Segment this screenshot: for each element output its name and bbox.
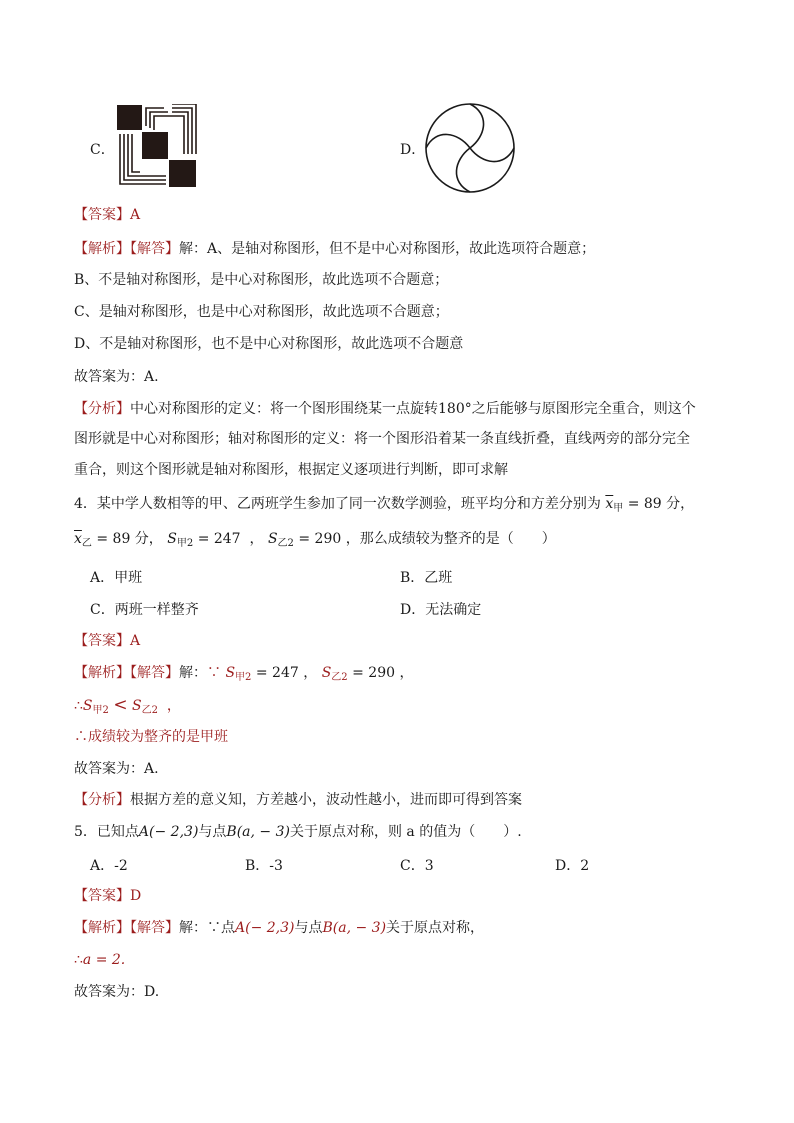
var-jia: $S_{甲2}$ [225, 665, 252, 683]
answer-tag: 【答案】 [74, 888, 130, 904]
q3-fenxi-3: 重合，则这个图形就是轴对称图形，根据定义逐项进行判断，即可求解 [74, 462, 508, 478]
answer-tag: 【答案】 [74, 207, 130, 223]
result-math: a = 2. [82, 952, 126, 968]
option-c-label: C． [90, 142, 115, 158]
analysis-text: 与点 [294, 920, 323, 936]
var-jia: $S_{甲2}$ [167, 531, 194, 549]
answer-tag: 【答案】 [74, 633, 130, 649]
comma: ， [166, 698, 181, 714]
q5-option-d: D．2 [555, 858, 590, 874]
q5-stem [74, 822, 522, 842]
var-jia: $S_{甲2}$ [82, 698, 109, 716]
analysis-text: 解：∵点 [179, 920, 235, 936]
q4-answer [74, 631, 140, 651]
point-a: A(− 2,3) [235, 920, 295, 936]
var-yi: $S_{乙2}$ [267, 531, 294, 549]
option-d-figure [424, 102, 516, 194]
point-b: B(a, − 3) [322, 920, 387, 936]
analysis-text: 解：A、是轴对称图形，但不是中心对称图形，故此选项符合题意； [179, 241, 596, 257]
q4-compare [74, 695, 181, 721]
stem-text: 与点 [198, 824, 227, 840]
q4-result: ∴成绩较为整齐的是甲班 [74, 729, 228, 745]
q3-line-b: B、不是轴对称图形，是中心对称图形，故此选项不合题意； [74, 272, 449, 288]
analysis-text: 关于原点对称， [386, 920, 485, 936]
fenxi-text: 根据方差的意义知，方差越小，波动性越小，进而即可得到答案 [130, 792, 522, 808]
q4-option-d: D．无法确定 [400, 602, 482, 618]
option-c-figure [116, 104, 198, 188]
q5-option-b: B．-3 [245, 858, 283, 874]
q4-option-b: B．乙班 [400, 570, 453, 586]
var-yi: $S_{乙2}$ [321, 665, 348, 683]
stem-text: 关于原点对称，则 a 的值为（ ）. [289, 824, 522, 840]
fenxi-text: 中心对称图形的定义：将一个图形围绕某一点旋转180°之后能够与原图形完全重合，则这个 [130, 401, 696, 417]
q4-stem-1 [74, 494, 694, 519]
q3-fenxi-1 [74, 399, 696, 419]
var-yi-value: = 290 [298, 531, 342, 547]
stem-end: ，那么成绩较为整齐的是（ ） [345, 531, 556, 547]
answer-value: A [130, 633, 141, 649]
fenxi-tag: 【分析】 [74, 401, 130, 417]
q5-option-c: C．3 [400, 858, 434, 874]
mean-yi-value: = 89 分， [96, 531, 163, 547]
fenxi-tag: 【分析】 [74, 792, 130, 808]
q4-fenxi [74, 790, 522, 810]
therefore-symbol: ∴ [74, 698, 83, 714]
var-yi-value: = 290 ， [352, 665, 414, 681]
mean-jia: $\overline{x}_甲$ [605, 496, 624, 514]
q4-analysis [74, 663, 413, 688]
q3-line-c: C、是轴对称图形，也是中心对称图形，故此选项不合题意； [74, 304, 449, 320]
point-a: A(− 2,3) [138, 824, 199, 840]
mean-jia-value: = 89 分， [627, 496, 695, 512]
point-b: B(a, − 3) [226, 824, 290, 840]
q5-answer [74, 886, 141, 906]
var-jia-value: = 247 [197, 531, 241, 547]
stem-text: 5．已知点 [74, 824, 139, 840]
q3-line-d: D、不是轴对称图形，也不是中心对称图形，故此选项不合题意 [74, 336, 464, 352]
analysis-tag: 【解析】【解答】 [74, 241, 179, 257]
q3-answer [74, 205, 140, 225]
q5-result [74, 950, 125, 970]
q4-option-a: A．甲班 [90, 570, 143, 586]
var-jia-value: = 247 ， [255, 665, 318, 681]
answer-value: A [130, 207, 141, 223]
analysis-tag: 【解析】【解答】 [74, 920, 179, 936]
analysis-tag: 【解析】【解答】 [74, 665, 179, 681]
therefore-symbol: ∴ [74, 952, 83, 968]
q4-conclusion: 故答案为：A. [74, 761, 159, 777]
option-d-label: D． [400, 142, 426, 158]
less-than: < [113, 695, 128, 715]
q5-analysis [74, 918, 484, 938]
mean-yi: $\overline{x}_乙$ [74, 531, 92, 549]
answer-value: D [130, 888, 142, 904]
q5-conclusion: 故答案为：D. [74, 984, 160, 1000]
analysis-text: 解： [179, 665, 207, 681]
q3-conclusion: 故答案为：A. [74, 369, 159, 385]
q4-option-c: C．两班一样整齐 [90, 602, 199, 618]
q3-analysis [74, 239, 595, 259]
q3-fenxi-2: 图形就是中心对称图形；轴对称图形的定义：将一个图形沿着某一条直线折叠，直线两旁的部分完全 [74, 431, 690, 447]
because-symbol: ∵ [207, 665, 221, 681]
q5-option-a: A．-2 [90, 858, 128, 874]
q4-stem-2: $\overline{x}_乙 = 89$ 分， $S_{甲2} = 247$ ， $S_{乙2} = 290$ ，那么成绩较为整齐的是（ ） [74, 531, 556, 549]
stem-text: 4．某中学人数相等的甲、乙两班学生参加了同一次数学测验，班平均分和方差分别为 [74, 496, 601, 512]
var-yi: $S_{乙2}$ [132, 698, 159, 716]
